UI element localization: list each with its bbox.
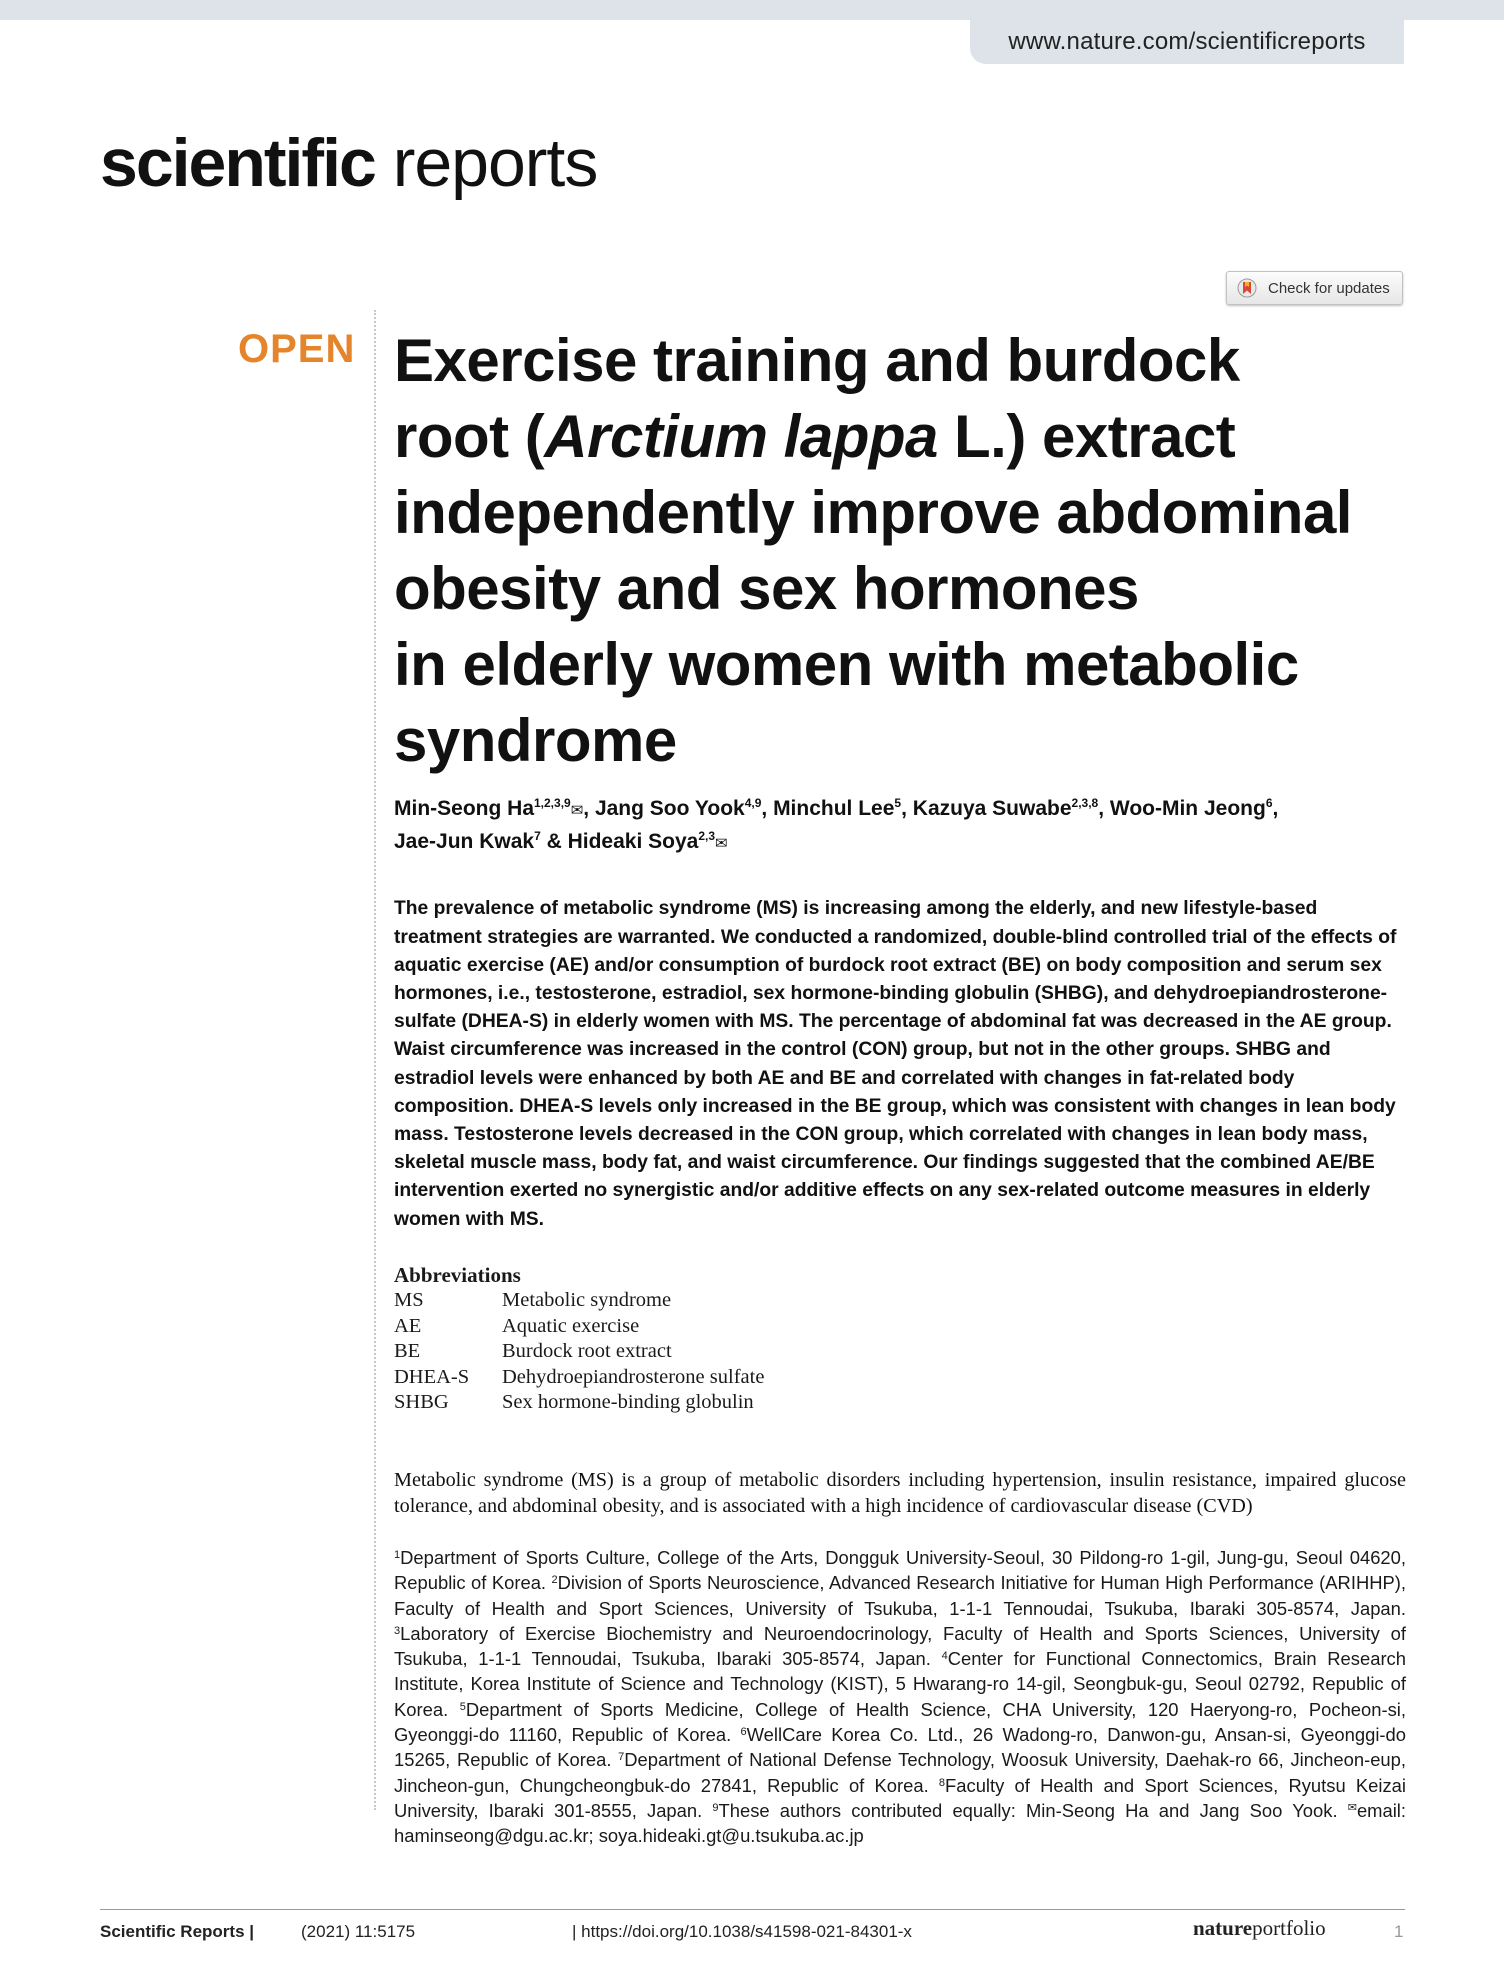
margin-dotted-rule: [374, 310, 376, 1810]
abbreviation-definition: Dehydroepiandrosterone sulfate: [502, 1365, 765, 1388]
affiliation-text: Department of Sports Culture, College of the Arts, Dongguk University-Seoul, 30 Pildong-ro 1-gil, Jung-gu, Seoul 04620, Republic of Korea.: [394, 1547, 1406, 1594]
abbreviation-definition: Aquatic exercise: [502, 1314, 640, 1337]
affiliations: $^1$Department of Sports Culture, College of the Arts, Dongguk University-Seoul, 30 Pildong-ro 1-gil, Jung-gu, Seoul 04620, Republic of Korea. $^2$Division of Sports Neuroscience, Advanced Research Initiative for Human High Performance (ARIHHP), Faculty of Health and Sport Sciences, University of Tsukuba, 1-1-1 Tennoudai, Tsukuba, Ibaraki 305-8574, Japan. $^3$Laboratory of Exercise Biochemistry and Neuroendocrinology, Faculty of Health and Sports Sciences, University of Tsukuba, 1-1-1 Tennoudai, Tsukuba, Ibaraki 305-8574, Japan. $^4$Center for Functional Connectomics, Brain Research Institute, Korea Institute of Science and Technology (KIST), 5 Hwarang-ro 14-gil, Seongbuk-gu, Seoul 02792, Republic of Korea. $^5$Department of Sports Medicine, College of Health Science, CHA University, 120 Haeryong-ro, Pocheon-si, Gyeonggi-do 11160, Republic of Korea. $^6$WellCare Korea Co. Ltd., 26 Wadong-ro, Danwon-gu, Ansan-si, Gyeonggi-do 15265, Republic of Korea. $^7$Department of National Defense Technology, Woosuk University, Daehak-ro 66, Jincheon-eup, Jincheon-gun, Chungcheongbuk-do 27841, Republic of Korea. $^8$Faculty of Health and Sport Sciences, Ryutsu Keizai University, Ibaraki 301-8555, Japan. $^9$These authors contributed equally: Min-Seong Ha and Jang Soo Yook. ✉email: haminseong@dgu.ac.kr; soya.hideaki.gt@u.tsukuba.ac.jp: [394, 1547, 1407, 1847]
title-species-name: Arctium lappa: [544, 403, 938, 470]
abbreviation-term: MS: [394, 1289, 424, 1311]
abbreviations-heading: Abbreviations: [394, 1263, 521, 1287]
abbreviation-term: AE: [394, 1314, 422, 1337]
author-affiliation-sup: 5: [894, 796, 902, 810]
affiliation-text: Department of Sports Medicine, College of Health Science, CHA University, 120 Haeryong-ro, Pocheon-si, Gyeonggi-do 11160, Republic of Korea.: [394, 1698, 1406, 1746]
author-name[interactable]: Jae-Jun Kwak: [394, 830, 535, 853]
footer-doi-link[interactable]: | https://doi.org/10.1038/s41598-021-84301-x: [572, 1922, 912, 1941]
email-icon[interactable]: ✉: [570, 802, 584, 819]
affiliation-text: Department of National Defense Technology, Woosuk University, Daehak-ro 66, Jincheon-eup, Jincheon-gun, Chungcheongbuk-do 27841, Republic of Korea.: [394, 1749, 1406, 1796]
title-text: root (: [394, 403, 545, 470]
introduction-paragraph: Metabolic syndrome (MS) is a group of metabolic disorders including hypertension, insulin resistance, impaired glucose tolerance, and abdominal obesity, and is associated with a high incidence of cardiovascular disease (CVD): [394, 1469, 1406, 1518]
check-for-updates-label: Check for updates: [1268, 280, 1390, 297]
abbreviation-term: SHBG: [394, 1391, 449, 1413]
author-list: Min-Seong Ha$^{1,2,3,9}$✉, Jang Soo Yook$^{4,9}$, Minchul Lee$^5$, Kazuya Suwabe$^{2,3,8}$, Woo-Min Jeong$^6$, Jae-Jun Kwak$^7$ & Hideaki Soya$^{2,3}$✉: [394, 796, 1279, 853]
title-text: L.) extract: [937, 403, 1236, 470]
title-line: obesity and sex hormones: [394, 555, 1139, 622]
abbreviation-term: DHEA-S: [394, 1365, 470, 1388]
affiliation-text: Center for Functional Connectomics, Brain Research Institute, Korea Institute of Science and Technology (KIST), 5 Hwarang-ro 14-gil, Seongbuk-gu, Seoul 02792, Republic of Korea.: [394, 1648, 1406, 1720]
footer-citation: (2021) 11:5175: [301, 1922, 416, 1941]
author-name[interactable]: Kazuya Suwabe: [912, 797, 1072, 820]
abbreviation-definition: Metabolic syndrome: [502, 1289, 672, 1311]
author-name[interactable]: Jang Soo Yook: [594, 797, 745, 820]
top-bar: [0, 0, 1504, 20]
author-name[interactable]: Minchul Lee: [773, 797, 895, 820]
abbreviation-definition: Sex hormone-binding globulin: [502, 1391, 754, 1413]
author-affiliation-sup: 6: [1265, 796, 1273, 810]
title-line: syndrome: [394, 707, 677, 774]
title-line: [394, 399, 1424, 475]
article-title: [394, 323, 1424, 779]
author-affiliation-sup: 2,3,8: [1071, 796, 1099, 810]
author-affiliation-sup: 7: [534, 829, 541, 843]
author-name[interactable]: Hideaki Soya: [567, 830, 699, 853]
open-access-label: OPEN: [238, 327, 356, 371]
author-affiliation-sup: 1,2,3,9: [534, 796, 571, 810]
abbreviation-definition: Burdock root extract: [502, 1340, 672, 1362]
footer-journal-name: Scientific Reports |: [100, 1922, 255, 1941]
correspondence-emails[interactable]: email: haminseong@dgu.ac.kr; soya.hideaki.gt@u.tsukuba.ac.jp: [394, 1799, 1406, 1847]
email-icon: ✉: [1347, 1801, 1357, 1814]
abbreviations-table: [394, 1288, 764, 1416]
abbreviation-row: [394, 1390, 764, 1416]
abbreviation-row: [394, 1339, 764, 1365]
abstract: The prevalence of metabolic syndrome (MS) is increasing among the elderly, and new lifestyle-based treatment strategies are warranted. We conducted a randomized, double-blind controlled trial of the effects of aquatic exercise (AE) and/or consumption of burdock root extract (BE) on body composition and serum sex hormones, i.e., testosterone, estradiol, sex hormone-binding globulin (SHBG), and dehydroepiandrosterone-sulfate (DHEA-S) in elderly women with MS. The percentage of abdominal fat was decreased in the AE group. Waist circumference was increased in the control (CON) group, but not in the other groups. SHBG and estradiol levels were enhanced by both AE and BE and correlated with changes in fat-related body composition. DHEA-S levels only increased in the BE group, which was consistent with changes in lean body mass. Testosterone levels decreased in the CON group, which correlated with changes in lean body mass, skeletal muscle mass, body fat, and waist circumference. Our findings suggested that the combined AE/BE intervention exerted no synergistic and/or additive effects on any sex-related outcome measures in elderly women with MS.: [394, 898, 1397, 1230]
logo-light-text: reports: [392, 125, 598, 201]
affiliation-text: Division of Sports Neuroscience, Advanced Research Initiative for Human High Performance (ARIHHP), Faculty of Health and Sport Sciences, University of Tsukuba, 1-1-1 Tennoudai, Tsukuba, Ibaraki 305-8574, Japan.: [394, 1572, 1407, 1619]
journal-url-link[interactable]: www.nature.com/scientificreports: [970, 20, 1404, 64]
abbreviation-row: [394, 1288, 764, 1314]
author-name[interactable]: Min-Seong Ha: [394, 797, 534, 820]
affiliation-text: These authors contributed equally: Min-Seong Ha and Jang Soo Yook.: [718, 1799, 1348, 1821]
author-name[interactable]: Woo-Min Jeong: [1109, 797, 1266, 820]
abbreviation-row: [394, 1314, 764, 1340]
publisher-logo: natureportfolio: [1193, 1916, 1326, 1940]
page-number: 1: [1394, 1922, 1404, 1941]
affiliation-text: WellCare Korea Co. Ltd., 26 Wadong-ro, Danwon-gu, Ansan-si, Gyeonggi-do 15265, Republic of Korea.: [394, 1724, 1406, 1771]
title-line: independently improve abdominal: [394, 479, 1352, 546]
check-for-updates-button[interactable]: [1226, 271, 1403, 305]
affiliation-text: Faculty of Health and Sport Sciences, Ryutsu Keizai University, Ibaraki 301-8555, Japan.: [394, 1774, 1406, 1821]
email-icon[interactable]: ✉: [715, 835, 728, 852]
abbreviation-term: BE: [394, 1340, 421, 1362]
affiliation-text: Laboratory of Exercise Biochemistry and Neuroendocrinology, Faculty of Health and Sports Sciences, University of Tsukuba, 1-1-1 Tennoudai, Tsukuba, Ibaraki 305-8574, Japan.: [394, 1622, 1406, 1670]
author-affiliation-sup: 2,3: [698, 829, 716, 843]
author-affiliation-sup: 4,9: [744, 796, 762, 810]
abbreviation-row: [394, 1365, 764, 1391]
footer-divider: [100, 1909, 1405, 1910]
journal-logo[interactable]: [100, 118, 597, 208]
logo-bold-text: scientific: [100, 125, 375, 201]
title-line: Exercise training and burdock: [394, 327, 1240, 394]
title-line: in elderly women with metabolic: [394, 631, 1299, 698]
crossmark-icon: [1237, 278, 1257, 298]
